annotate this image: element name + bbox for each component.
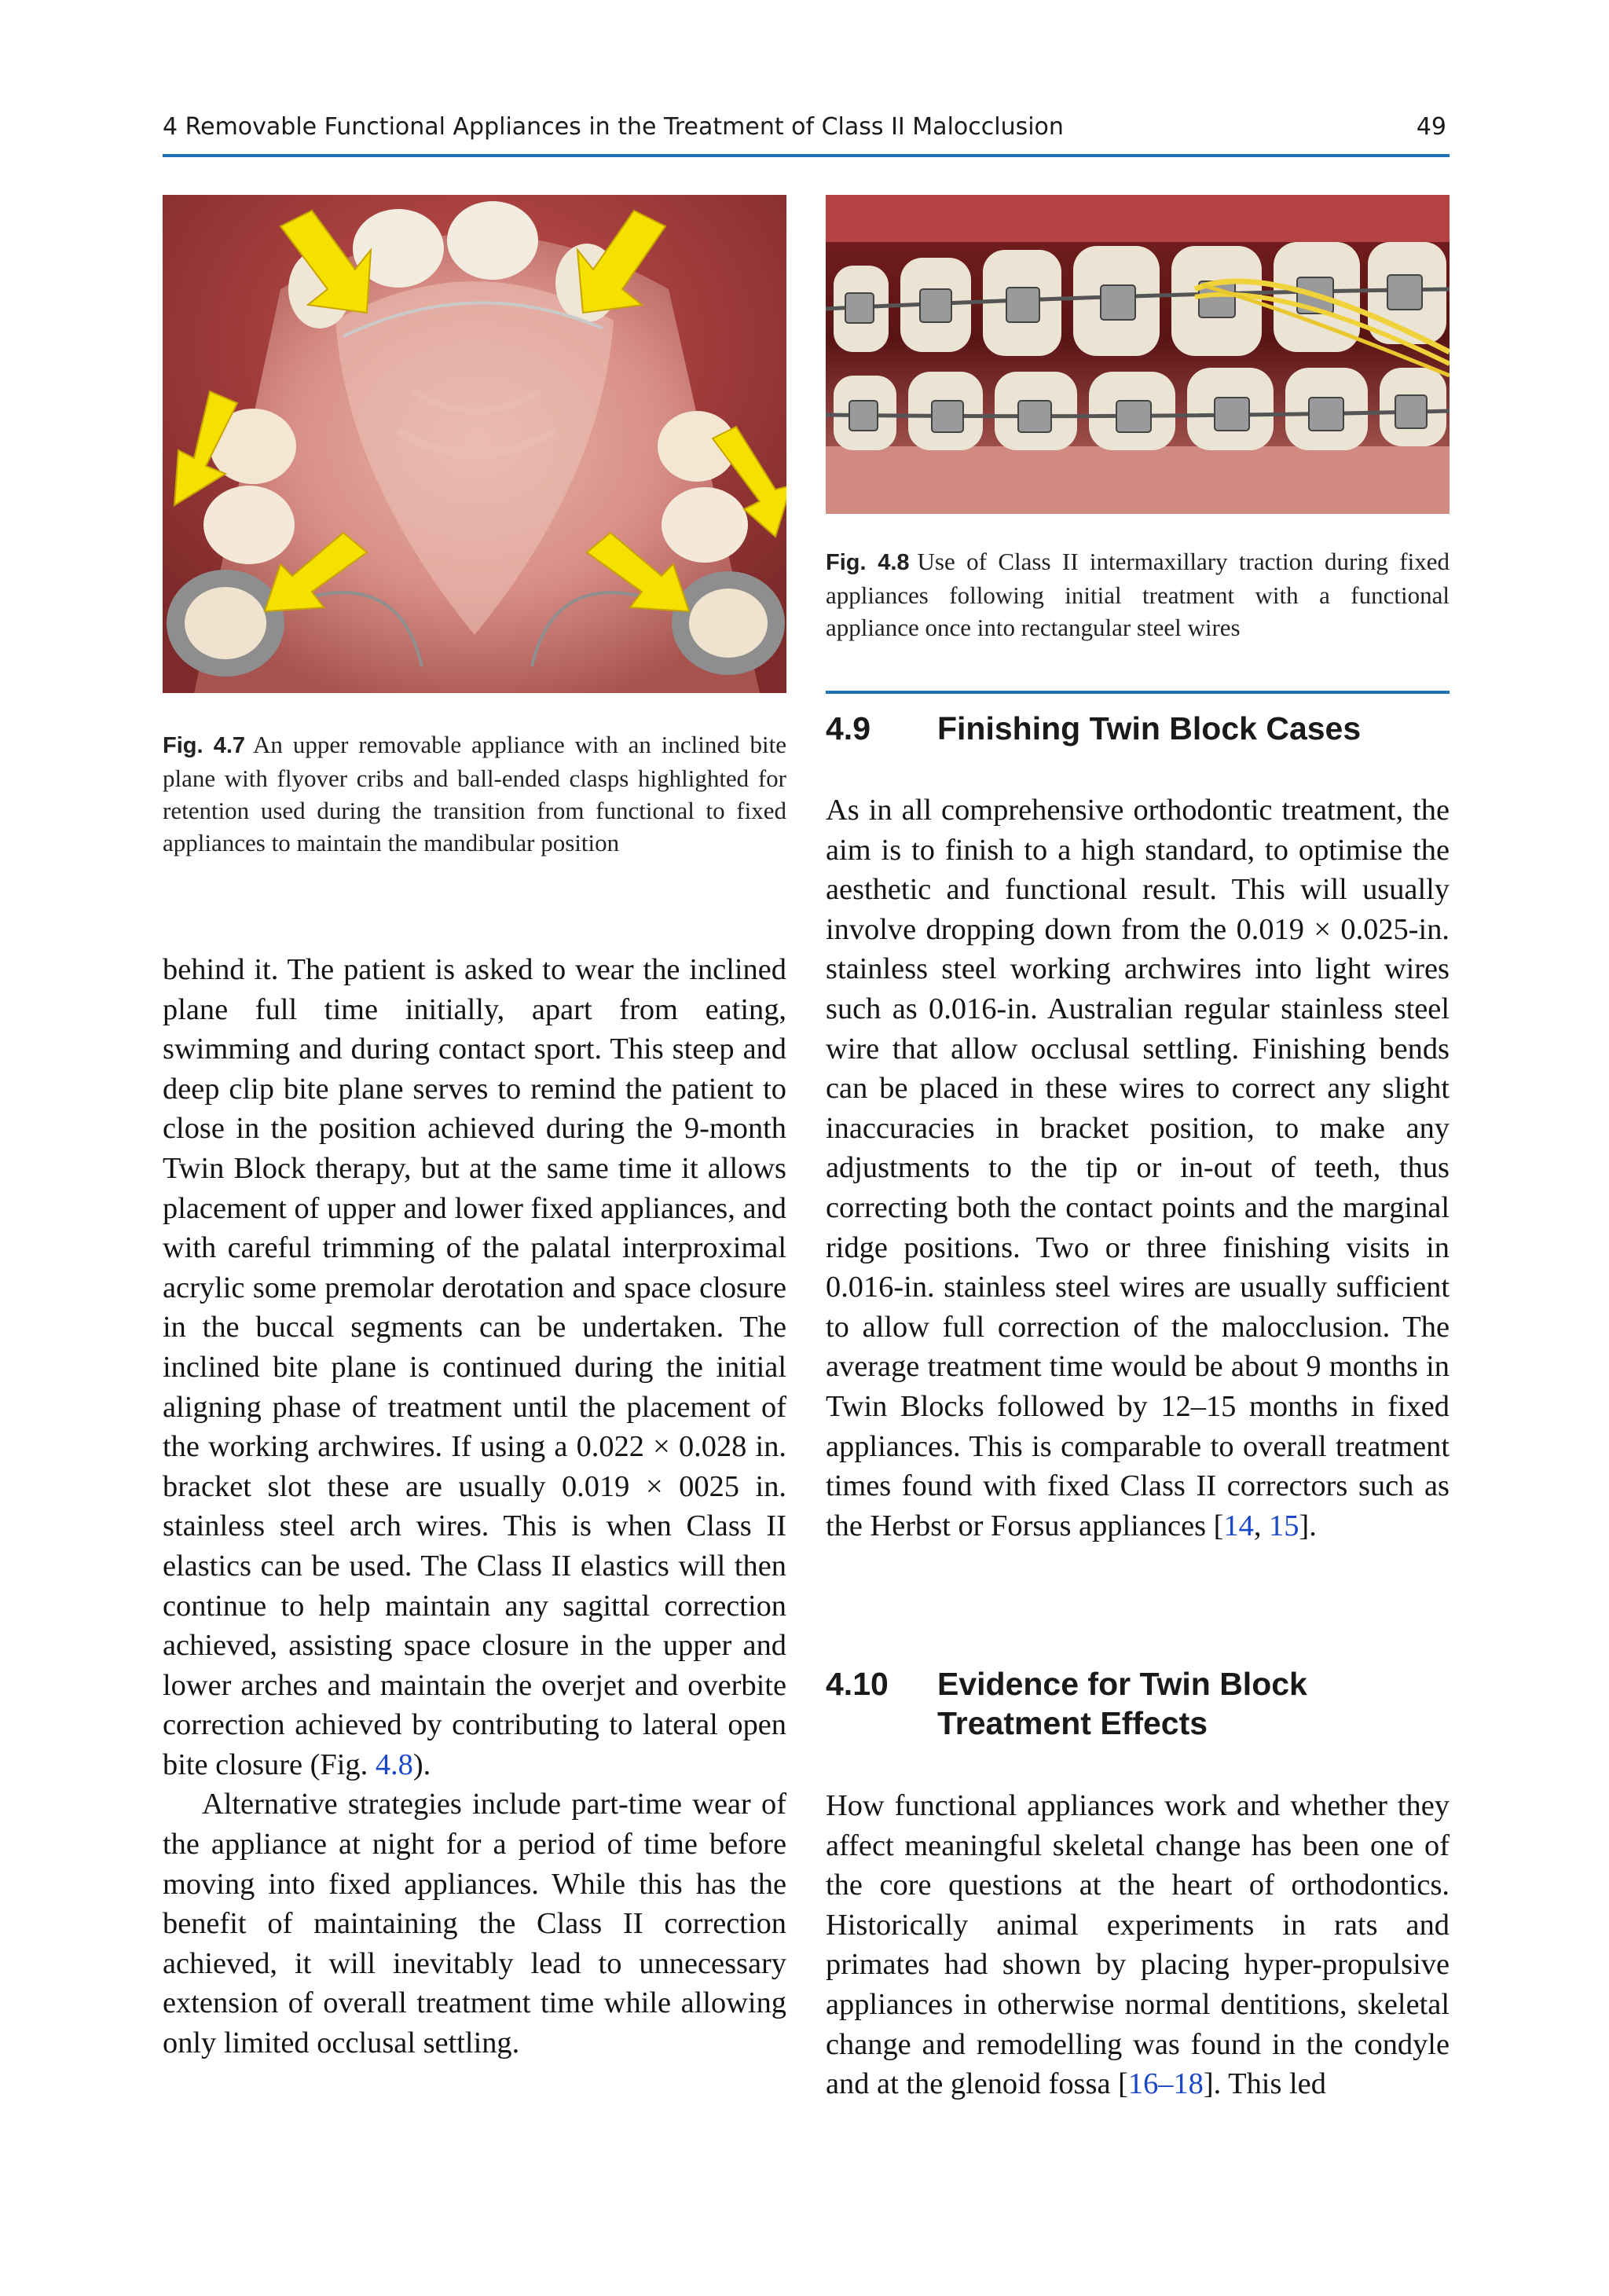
figure-4-8-image: [826, 195, 1450, 514]
citation-link[interactable]: 14: [1223, 1509, 1254, 1542]
figure-4-7-label: Fig. 4.7: [163, 733, 246, 758]
left-paragraph-2: Alternative strategies include part-time wear of the appliance at night for a period of time before moving into fixed appliances. While this has the benefit of maintaining the Class II correction achieved, it will inevitably lead to unnecessary extension of overall treatment time while allowing only limited occlusal settling.: [163, 1788, 786, 2060]
section-4-9-end: ].: [1299, 1509, 1317, 1542]
figure-4-7-caption: [163, 728, 786, 859]
section-4-9-body: [826, 790, 1450, 1546]
figure-reference-link[interactable]: 4.8: [375, 1748, 413, 1781]
left-paragraph-1: [163, 950, 786, 1784]
figure-4-7-photo: [163, 195, 786, 693]
figure-4-8-caption: [826, 545, 1450, 644]
figure-4-8-label: Fig. 4.8: [826, 550, 910, 575]
section-4-10-end: ]. This led: [1203, 2067, 1326, 2101]
section-4-9-rule: [826, 691, 1450, 694]
section-4-9-heading: [826, 709, 1450, 750]
section-4-9-number: 4.9: [826, 710, 870, 746]
section-4-10-paragraph: [826, 1786, 1450, 2104]
citation-link[interactable]: 16–18: [1127, 2067, 1204, 2101]
section-4-10-number: 4.10: [826, 1666, 889, 1702]
header-rule: [163, 154, 1450, 157]
page-number: 49: [1416, 113, 1446, 141]
section-4-10-title: Evidence for Twin Block Treatment Effects: [937, 1666, 1307, 1741]
left-column-body: [163, 950, 786, 2063]
section-4-10-text: How functional appliances work and whether they affect meaningful skeletal change has been one of the core questions at the heart of orthodontics. Historically animal experiments in rats and primates had shown by placing hyper-propulsive appliances in otherwise normal dentitions, skeletal change and remodelling was found in the condyle and at the glenoid fossa [: [826, 1789, 1450, 2101]
section-4-10-body: [826, 1786, 1450, 2104]
section-4-10-heading: [826, 1664, 1450, 1751]
running-head-chapter: 4 Removable Functional Appliances in the Treatment of Class II Malocclusion: [163, 113, 1064, 141]
figure-4-7-caption-text: An upper removable appliance with an inclined bite plane with flyover cribs and ball-ended clasps highlighted for retention used during the transition from functional to fixed appliances to maintain the mandibular position: [163, 731, 786, 856]
section-4-9-title: Finishing Twin Block Cases: [937, 710, 1362, 746]
section-4-9-text: As in all comprehensive orthodontic treatment, the aim is to finish to a high standard, to optimise the aesthetic and functional result. This will usually involve dropping down from the 0.019 × 0.025-in. stainless steel working archwires into light wires such as 0.016-in. Australian regular stainless steel wire that allow occlusal settling. Finishing bends can be placed in these wires to correct any slight inaccuracies in bracket position, to make any adjustments to the tip or in-out of teeth, thus correcting both the contact points and the marginal ridge positions. Two or three finishing visits in 0.016-in. stainless steel wires are usually sufficient to allow full correction of the malocclusion. The average treatment time would be about 9 months in Twin Blocks followed by 12–15 months in fixed appliances. This is comparable to overall treatment times found with fixed Class II correctors such as the Herbst or Forsus appliances [: [826, 794, 1450, 1542]
figure-4-7-image: [163, 195, 786, 693]
left-paragraph-1-end: ).: [412, 1748, 431, 1781]
figure-4-8-photo: [826, 195, 1450, 514]
running-head: [163, 108, 1450, 148]
citation-link[interactable]: 15: [1269, 1509, 1299, 1542]
section-4-9-paragraph: [826, 790, 1450, 1546]
citation-separator: ,: [1253, 1509, 1270, 1542]
left-paragraph-1-text: behind it. The patient is asked to wear the inclined plane full time initially, apart from eating, swimming and during contact sport. This steep and deep clip bite plane serves to remind the patient to close in the position achieved during the 9-month Twin Block therapy, but at the same time it allows placement of upper and lower fixed appliances, and with careful trimming of the palatal interproximal acrylic some premolar derotation and space closure in the buccal segments can be undertaken. The inclined bite plane is continued during the initial aligning phase of treatment until the placement of the working archwires. If using a 0.022 × 0.028 in. bracket slot these are usually 0.019 × 0025 in. stainless steel arch wires. This is when Class II elastics can be used. The Class II elastics will then continue to help maintain any sagittal correction achieved, assisting space closure in the upper and lower arches and maintain the overjet and overbite correction achieved by contributing to lateral open bite closure (Fig.: [163, 953, 786, 1781]
figure-4-8-caption-text: Use of Class II intermaxillary traction during fixed appliances following initial treatment with a functional appliance once into rectangular steel wires: [826, 548, 1450, 641]
